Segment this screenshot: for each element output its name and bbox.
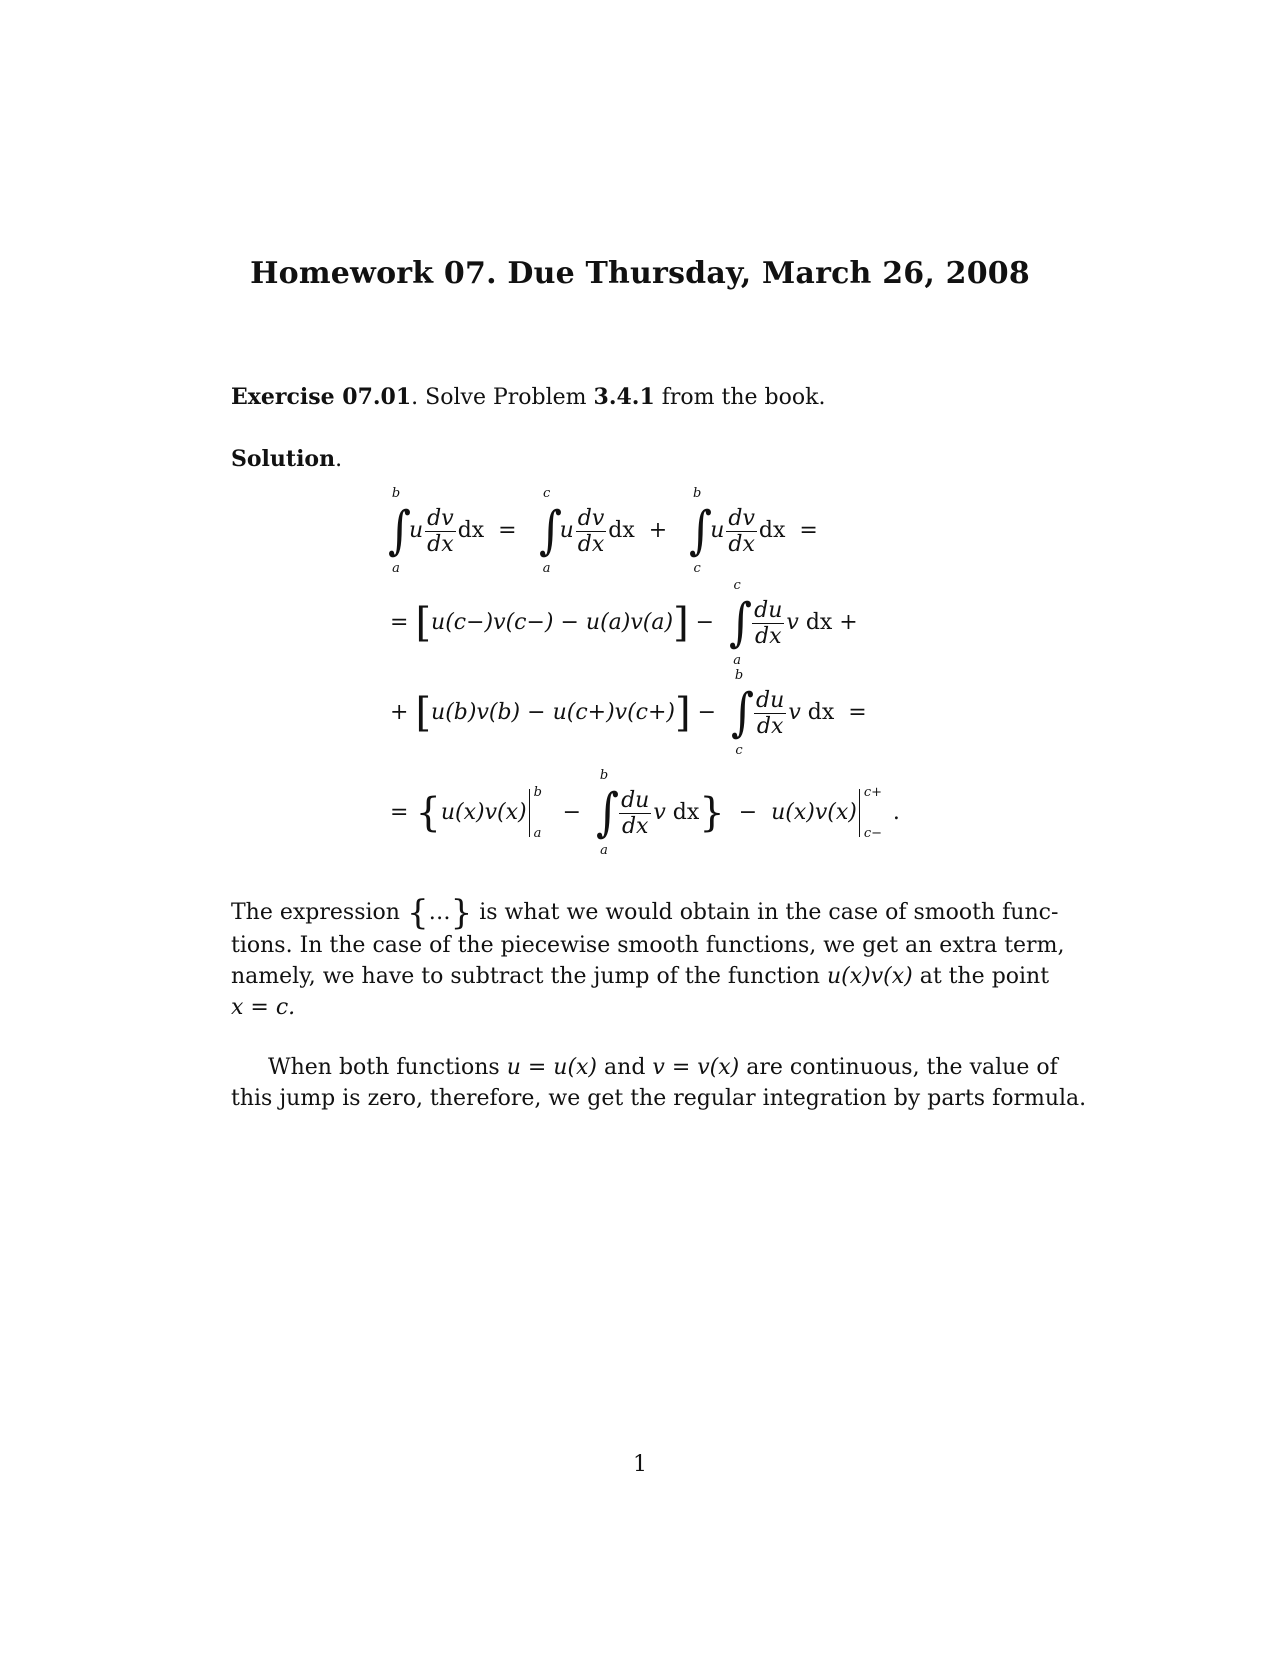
integral-sign: b ∫ a [596, 768, 620, 858]
fraction: $\frac{dv}{dx}$ [427, 505, 454, 557]
fraction: $\frac{dv}{dx}$ [577, 505, 605, 557]
dx: dx [805, 610, 833, 635]
inner-expression: u(x)v(x) [440, 800, 527, 825]
fraction: $\frac{du}{dx}$ [756, 687, 785, 739]
fraction: $\frac{du}{dx}$ [621, 787, 650, 839]
integral-sign: b ∫ c [731, 668, 755, 758]
dx: dx [457, 518, 485, 543]
jump-expression: u(x)v(x) [771, 800, 857, 825]
solution-heading: Solution. [231, 446, 343, 472]
exercise-heading [231, 382, 825, 413]
paragraph-1-line-4: x = c. [231, 995, 296, 1020]
page-number: 1 [633, 1452, 647, 1477]
exercise-label: Exercise 07.01 [231, 384, 412, 410]
integral-sign: b ∫ c [689, 486, 713, 576]
paragraph-2-line-2: this jump is zero, therefore, we get the regular integration by parts formula. [231, 1086, 1087, 1111]
equation-line-2: = [u(c−)v(c−) − u(a)v(a)] − c ∫ a $\frac{du}{dx}$ v dx + [390, 578, 858, 668]
exercise-problem-number: 3.4.1 [593, 384, 655, 410]
integral-sign: c ∫ a [538, 486, 562, 576]
paragraph-1-line-1: The expression {…} is what we would obtain in the case of smooth func- [231, 893, 1059, 933]
exercise-text-before: . Solve Problem [411, 385, 594, 410]
equation-line-4: = {u(x)v(x) b a − b ∫ a $\frac{du}{dx}$ v dx} − u(x)v(x) c+ c− . [390, 768, 900, 858]
page-title: Homework 07. Due Thursday, March 26, 2008 [250, 256, 1030, 291]
integral-sign: c ∫ a [729, 578, 753, 668]
paragraph-2-line-1: When both functions u = u(x) and v = v(x) are continuous, the value of [268, 1055, 1058, 1080]
fraction: $\frac{du}{dx}$ [754, 597, 783, 649]
integral-sign: b ∫ a [388, 486, 412, 576]
exercise-text-after: from the book. [654, 385, 826, 410]
dx: dx [807, 700, 835, 725]
dx: dx [758, 518, 786, 543]
equation-line-3: + [u(b)v(b) − u(c+)v(c+)] − b ∫ c $\frac{du}{dx}$ v dx = [390, 668, 867, 758]
bracket-expression: u(b)v(b) − u(c+)v(c+) [431, 700, 676, 725]
paragraph-1-line-3: namely, we have to subtract the jump of the function u(x)v(x) at the point [231, 964, 1050, 989]
dx: dx [672, 800, 700, 825]
dx: dx [608, 518, 635, 543]
evaluation-bar: c+ c− [859, 789, 886, 837]
paragraph-1-line-2: tions. In the case of the piecewise smooth functions, we get an extra term, [231, 933, 1065, 958]
solution-label: Solution [231, 446, 336, 472]
equation-line-1: b ∫ a u $\frac{dv}{dx}$ dx = c ∫ a u $\frac{dv}{dx}$ dx + b ∫ c u $\frac{dv}{dx}$ dx = [380, 500, 818, 562]
bracket-expression: u(c−)v(c−) − u(a)v(a) [431, 610, 674, 635]
fraction: $\frac{dv}{dx}$ [728, 505, 755, 557]
evaluation-bar: b a [529, 789, 556, 837]
